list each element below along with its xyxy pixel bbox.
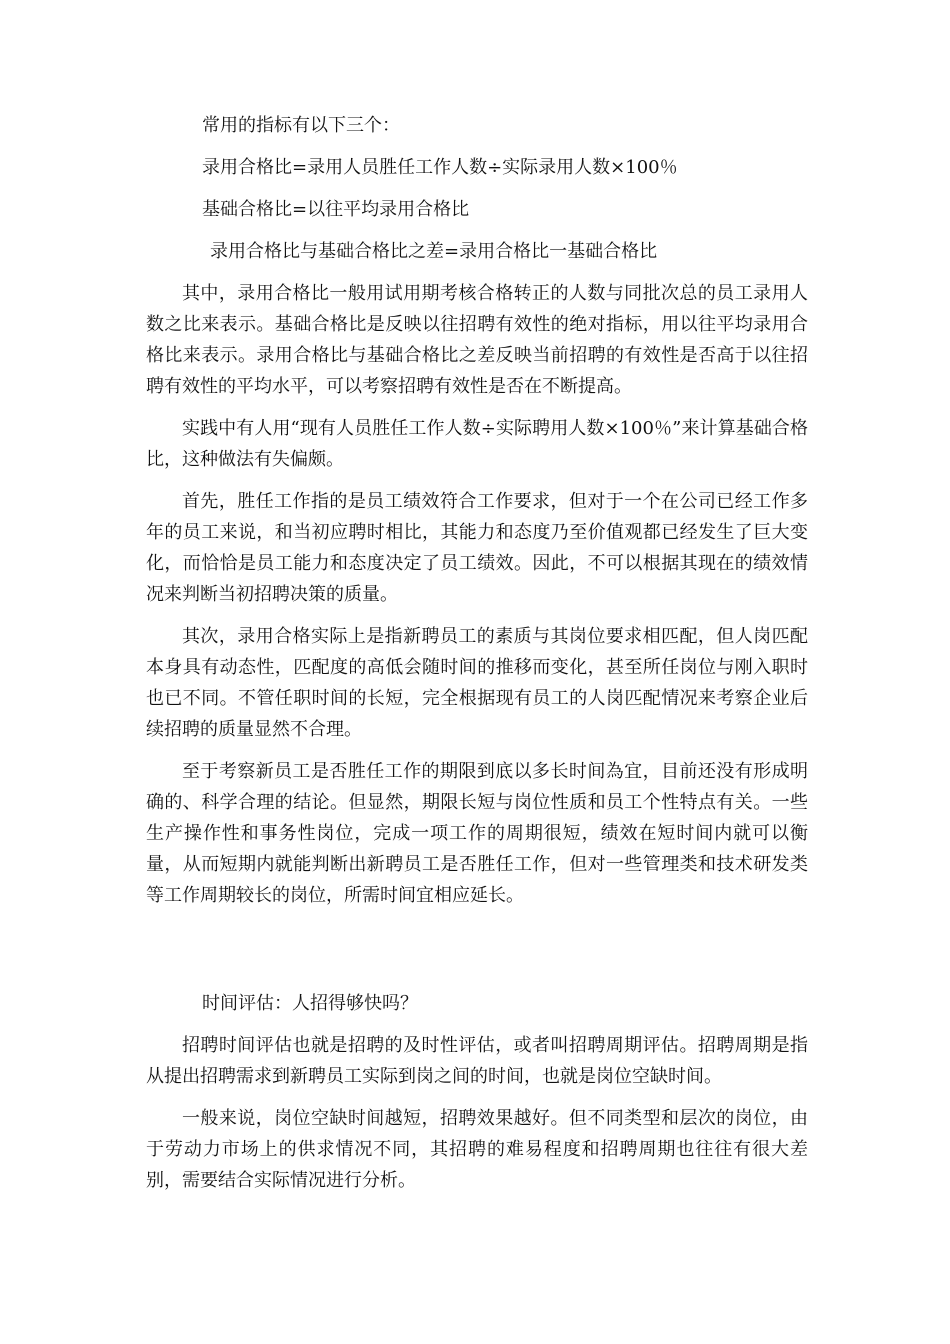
paragraph-explanation: 其中，录用合格比一般用试用期考核合格转正的人数与同批次总的员工录用人数之比来表示。基础合格比是反映以往招聘有效性的绝对指标，用以往平均录用合格比来表示。录用合格比与基础合格比之差反映当前招聘的有效性是否高于以往招聘有效性的平均水平，可以考察招聘有效性是否在不断提高。 (146, 283, 808, 397)
formula-hiring-qualified-ratio: 录用合格比=录用人员胜任工作人数÷实际录用人数×100％ (202, 157, 678, 178)
paragraph-practice: 实践中有人用“现有人员胜任工作人数÷实际聘用人数×100％”来计算基础合格比，这种做法有失偏颇。 (146, 418, 808, 470)
paragraph-first-reason: 首先，胜任工作指的是员工绩效符合工作要求，但对于一个在公司已经工作多年的员工来说，和当初应聘时相比，其能力和态度乃至价值观都已经发生了巨大变化，而恰恰是员工能力和态度决定了员工绩效。因此，不可以根据其现在的绩效情况来判断当初招聘决策的质量。 (146, 491, 808, 605)
paragraph-evaluation-period: 至于考察新员工是否胜任工作的期限到底以多长时间為宜，目前还没有形成明确的、科学合理的结论。但显然，期限长短与岗位性质和员工个性特点有关。一些生产操作性和事务性岗位，完成一项工作的周期很短，绩效在短时间内就可以衡量，从而短期内就能判断出新聘员工是否胜任工作，但对一些管理类和技术研发类等工作周期较长的岗位，所需时间宜相应延长。 (146, 761, 808, 906)
section-spacer (146, 922, 808, 988)
paragraph-vacancy-time: 一般来说，岗位空缺时间越短，招聘效果越好。但不同类型和层次的岗位，由于劳动力市场上的供求情况不同，其招聘的难易程度和招聘周期也往往有很大差别，需要结合实际情况进行分析。 (146, 1108, 808, 1191)
indicators-intro: 常用的指标有以下三个： (202, 115, 400, 136)
formula-ratio-difference: 录用合格比与基础合格比之差=录用合格比一基础合格比 (210, 241, 658, 262)
formula-base-qualified-ratio: 基础合格比=以往平均录用合格比 (202, 199, 470, 220)
document-body (146, 110, 808, 1207)
section-heading-time-evaluation: 时间评估：人招得够快吗？ (202, 993, 418, 1014)
paragraph-second-reason: 其次，录用合格实际上是指新聘员工的素质与其岗位要求相匹配，但人岗匹配本身具有动态性，匹配度的高低会随时间的推移而变化，甚至所任岗位与刚入职时也已不同。不管任职时间的长短，完全根据现有员工的人岗匹配情况来考察企业后续招聘的质量显然不合理。 (146, 626, 808, 740)
paragraph-recruitment-cycle: 招聘时间评估也就是招聘的及时性评估，或者叫招聘周期评估。招聘周期是指从提出招聘需求到新聘员工实际到岗之间的时间，也就是岗位空缺时间。 (146, 1035, 808, 1087)
